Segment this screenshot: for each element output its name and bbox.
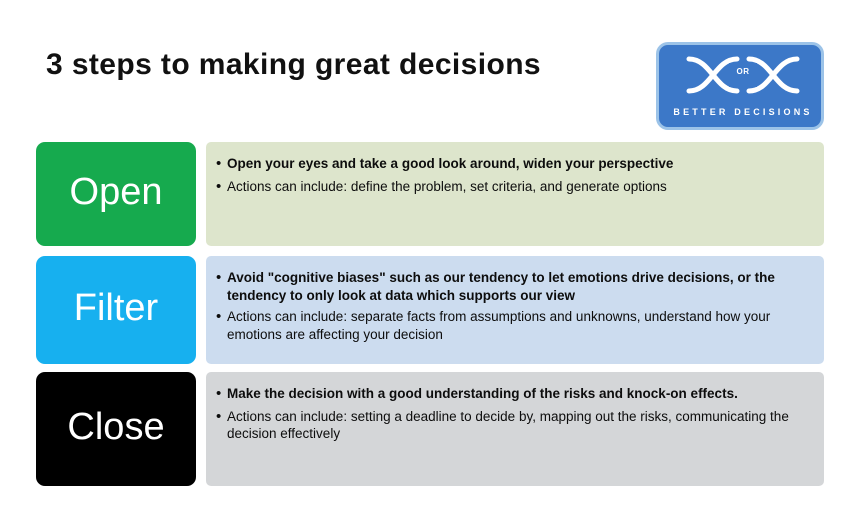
bullet-item	[216, 268, 810, 304]
step-label-box-close	[36, 372, 196, 486]
bullet-dot-icon: •	[216, 177, 222, 195]
bullet-text: Avoid "cognitive biases" such as our tendency to let emotions drive decisions, or the tendency to only look at data which supports our view	[227, 270, 775, 303]
bullet-dot-icon: •	[216, 407, 222, 425]
step-label-filter: Filter	[73, 287, 159, 329]
step-label-box-open	[36, 142, 196, 246]
step-label-close: Close	[67, 406, 165, 448]
bullet-item	[216, 308, 810, 343]
logo-tagline: BETTER DECISIONS	[673, 107, 813, 117]
bullet-item	[216, 178, 810, 197]
bullet-text: Actions can include: setting a deadline to decide by, mapping out the risks, communicating the decision effectively	[227, 408, 789, 442]
step-panel-close	[206, 372, 824, 486]
bullet-item	[216, 154, 810, 174]
bullet-item	[216, 384, 810, 404]
bullet-text: Actions can include: define the problem, set criteria, and generate options	[227, 178, 667, 194]
step-panel-open	[206, 142, 824, 246]
bullet-item	[216, 408, 810, 443]
bullet-dot-icon: •	[216, 155, 222, 172]
brand-logo	[656, 42, 824, 130]
step-panel-filter	[206, 256, 824, 364]
bullet-text: Actions can include: separate facts from assumptions and unknowns, understand how your emotions are affecting your decision	[227, 309, 771, 342]
step-row-close	[0, 372, 860, 486]
bullet-text: Open your eyes and take a good look around, widen your perspective	[227, 156, 674, 171]
bullet-dot-icon: •	[216, 385, 222, 402]
logo-center-label: OR	[736, 67, 750, 76]
step-row-open	[0, 142, 860, 246]
step-label-open: Open	[69, 171, 163, 213]
bullet-text: Make the decision with a good understanding of the risks and knock-on effects.	[227, 386, 738, 401]
step-label-box-filter	[36, 256, 196, 364]
bullet-dot-icon: •	[216, 269, 222, 286]
page-title: 3 steps to making great decisions	[46, 48, 542, 81]
bullet-dot-icon: •	[216, 308, 222, 326]
step-row-filter	[0, 256, 860, 364]
slide-header	[0, 30, 860, 128]
